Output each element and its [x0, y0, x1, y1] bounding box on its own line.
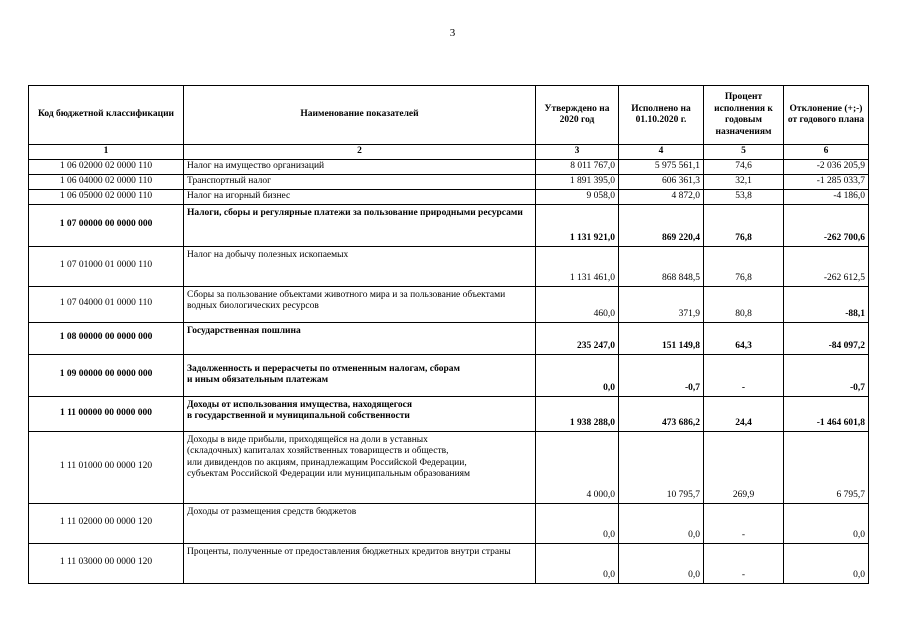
row-percent: 24,4	[704, 396, 784, 431]
row-code: 1 06 02000 02 0000 110	[29, 159, 184, 174]
row-percent: 74,6	[704, 159, 784, 174]
row-name	[184, 204, 536, 246]
row-name	[184, 543, 536, 583]
row-name-line: в государственной и муниципальной собственности	[187, 411, 410, 421]
table-row	[29, 396, 869, 431]
table-row	[29, 286, 869, 322]
row-deviation: -1 285 033,7	[784, 174, 869, 189]
row-code: 1 11 03000 00 0000 120	[29, 543, 184, 583]
row-deviation: -4 186,0	[784, 189, 869, 204]
row-executed: 473 686,2	[619, 396, 704, 431]
row-deviation: -1 464 601,8	[784, 396, 869, 431]
row-approved: 4 000,0	[536, 431, 619, 503]
row-percent: 80,8	[704, 286, 784, 322]
row-name	[184, 286, 536, 322]
row-deviation: -84 097,2	[784, 322, 869, 354]
row-approved: 0,0	[536, 503, 619, 543]
table-row	[29, 246, 869, 286]
row-name	[184, 503, 536, 543]
row-percent: 64,3	[704, 322, 784, 354]
column-number: 3	[536, 145, 619, 160]
row-approved: 1 131 921,0	[536, 204, 619, 246]
row-name	[184, 189, 536, 204]
row-name	[184, 174, 536, 189]
row-deviation: 0,0	[784, 543, 869, 583]
row-approved: 235 247,0	[536, 322, 619, 354]
row-deviation: 6 795,7	[784, 431, 869, 503]
row-executed: 869 220,4	[619, 204, 704, 246]
row-name-line: Налог на имущество организаций	[187, 160, 325, 171]
row-deviation: -88,1	[784, 286, 869, 322]
row-code: 1 06 05000 02 0000 110	[29, 189, 184, 204]
row-deviation: -2 036 205,9	[784, 159, 869, 174]
row-name-line: Задолженность и перерасчеты по отмененным налогам, сборам	[187, 363, 460, 374]
table-row	[29, 204, 869, 246]
column-number: 5	[704, 145, 784, 160]
row-code: 1 07 00000 00 0000 000	[29, 204, 184, 246]
row-name	[184, 396, 536, 431]
row-percent: 53,8	[704, 189, 784, 204]
row-name	[184, 246, 536, 286]
row-executed: 868 848,5	[619, 246, 704, 286]
row-executed: 151 149,8	[619, 322, 704, 354]
row-name-line: Сборы за пользование объектами животного мира и за пользование объектами водных биологических ресурсов	[187, 289, 506, 311]
column-number-row	[29, 145, 869, 160]
row-deviation: 0,0	[784, 503, 869, 543]
row-approved: 460,0	[536, 286, 619, 322]
row-percent: 269,9	[704, 431, 784, 503]
row-approved: 0,0	[536, 543, 619, 583]
row-name-line: (складочных) капиталах хозяйственных товариществ и обществ,	[187, 446, 449, 456]
row-name	[184, 354, 536, 396]
row-approved: 9 058,0	[536, 189, 619, 204]
row-percent: 76,8	[704, 204, 784, 246]
row-code: 1 11 00000 00 0000 000	[29, 396, 184, 431]
row-approved: 1 891 395,0	[536, 174, 619, 189]
header-executed: Исполнено на 01.10.2020 г.	[619, 86, 704, 145]
row-executed: 371,9	[619, 286, 704, 322]
column-number: 6	[784, 145, 869, 160]
row-name-line: Государственная пошлина	[187, 325, 301, 336]
row-name-line: Налог на игорный бизнес	[187, 190, 291, 201]
row-approved: 1 938 288,0	[536, 396, 619, 431]
row-name	[184, 431, 536, 503]
table-row	[29, 174, 869, 189]
row-executed: 0,0	[619, 503, 704, 543]
row-percent: 32,1	[704, 174, 784, 189]
row-percent: -	[704, 543, 784, 583]
row-name-line: Транспортный налог	[187, 175, 272, 186]
column-number: 2	[184, 145, 536, 160]
header-code: Код бюджетной классификации	[29, 86, 184, 145]
row-deviation: -262 700,6	[784, 204, 869, 246]
row-approved: 8 011 767,0	[536, 159, 619, 174]
row-executed: 4 872,0	[619, 189, 704, 204]
row-executed: 606 361,3	[619, 174, 704, 189]
header-name: Наименование показателей	[184, 86, 536, 145]
table-row	[29, 354, 869, 396]
page-number: 3	[449, 27, 456, 39]
row-deviation: -0,7	[784, 354, 869, 396]
row-deviation: -262 612,5	[784, 246, 869, 286]
row-approved: 1 131 461,0	[536, 246, 619, 286]
row-name	[184, 322, 536, 354]
row-name-line: Проценты, полученные от предоставления бюджетных кредитов внутри страны	[187, 546, 511, 557]
table-row	[29, 159, 869, 174]
row-executed: 0,0	[619, 543, 704, 583]
row-code: 1 07 01000 01 0000 110	[29, 246, 184, 286]
row-name-line: или дивидендов по акциям, принадлежащим Российской Федерации,	[187, 457, 467, 468]
row-code: 1 09 00000 00 0000 000	[29, 354, 184, 396]
row-code: 1 06 04000 02 0000 110	[29, 174, 184, 189]
row-code: 1 08 00000 00 0000 000	[29, 322, 184, 354]
row-name	[184, 159, 536, 174]
row-name-line: Налог на добычу полезных ископаемых	[187, 249, 349, 260]
row-percent: -	[704, 354, 784, 396]
column-number: 4	[619, 145, 704, 160]
row-approved: 0,0	[536, 354, 619, 396]
row-executed: 5 975 561,1	[619, 159, 704, 174]
row-name-line: Доходы в виде прибыли, приходящейся на доли в уставных	[187, 434, 428, 445]
header-deviation: Отклонение (+;-) от годового плана	[784, 86, 869, 145]
row-code: 1 11 01000 00 0000 120	[29, 431, 184, 503]
row-name-line: Доходы от использования имущества, находящегося	[187, 399, 412, 410]
table-row	[29, 189, 869, 204]
row-executed: 10 795,7	[619, 431, 704, 503]
header-approved: Утверждено на 2020 год	[536, 86, 619, 145]
table-row	[29, 431, 869, 503]
column-number: 1	[29, 145, 184, 160]
budget-execution-table	[28, 85, 869, 584]
row-name-line: Налоги, сборы и регулярные платежи за пользование природными ресурсами	[187, 207, 523, 218]
row-code: 1 07 04000 01 0000 110	[29, 286, 184, 322]
row-code: 1 11 02000 00 0000 120	[29, 503, 184, 543]
row-percent: -	[704, 503, 784, 543]
header-percent: Процент исполнения к годовым назначениям	[704, 86, 784, 145]
row-name-line: и иным обязательным платежам	[187, 375, 329, 385]
table-row	[29, 543, 869, 583]
row-executed: -0,7	[619, 354, 704, 396]
row-name-line: субъектам Российской Федерации или муниципальным образованиям	[187, 469, 471, 479]
table-row	[29, 322, 869, 354]
row-name-line: Доходы от размещения средств бюджетов	[187, 506, 357, 517]
row-percent: 76,8	[704, 246, 784, 286]
table-row	[29, 503, 869, 543]
